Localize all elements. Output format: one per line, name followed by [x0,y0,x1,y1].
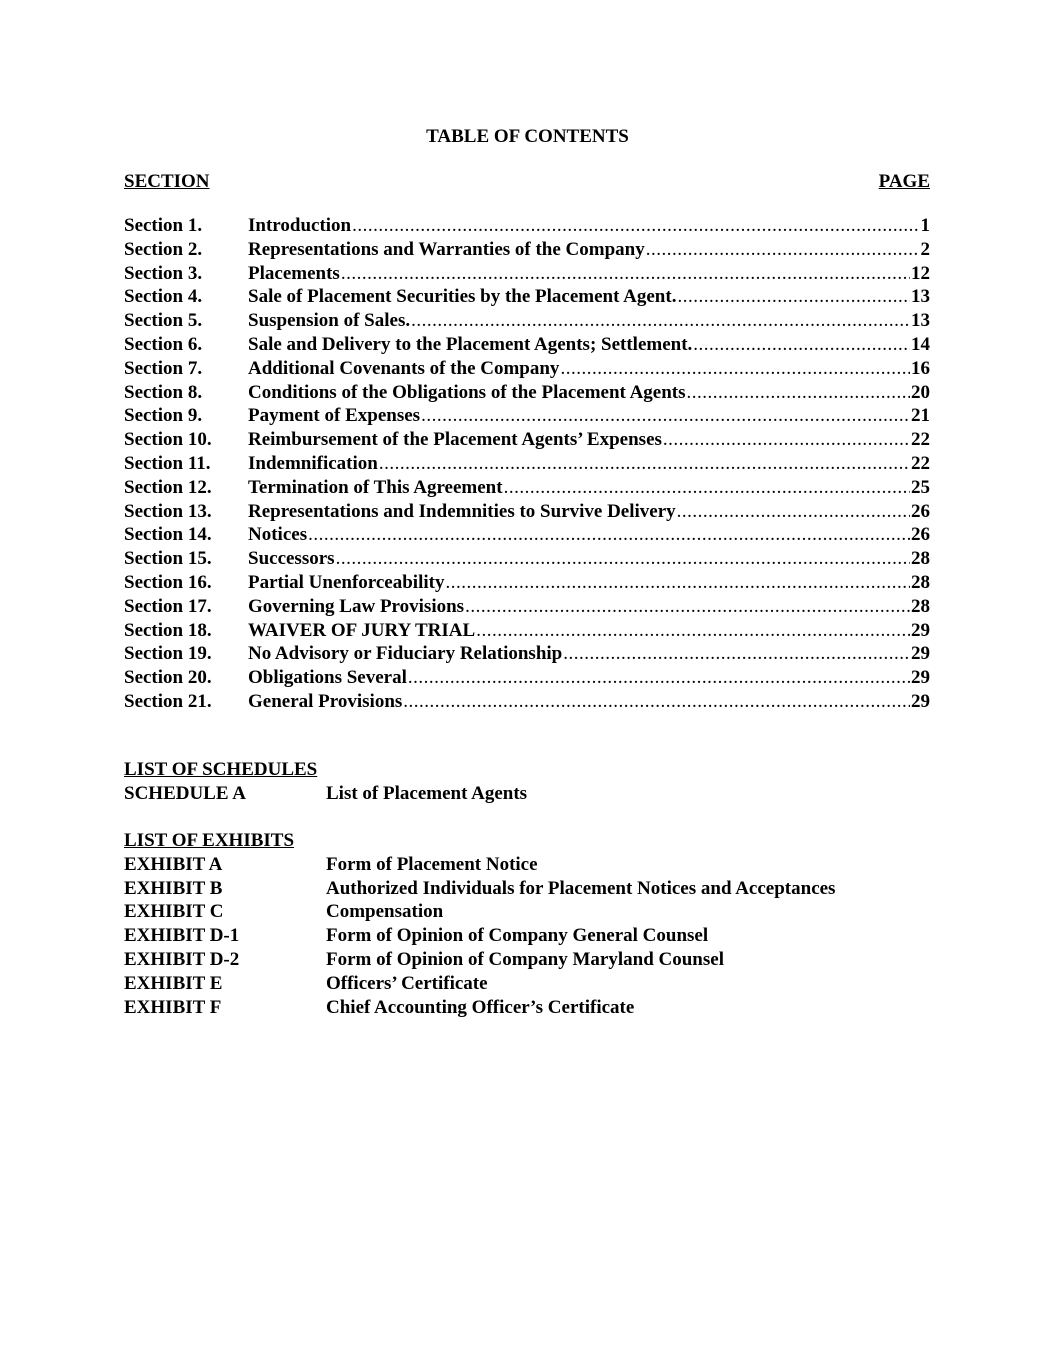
exhibit-row [124,924,930,948]
dot-leader [421,404,910,428]
toc-section-title: Introduction [248,215,352,236]
toc-page-number: 1 [920,215,930,236]
exhibit-row [124,900,930,924]
toc-entry [248,238,930,262]
toc-row [124,262,930,286]
schedule-description: List of Placement Agents [326,782,528,804]
toc-section-number: Section 4. [124,286,203,308]
toc-row [124,333,930,357]
toc-section-number: Section 14. [124,524,212,546]
toc-row [124,309,930,333]
toc-page-number: 25 [911,476,930,498]
toc-section-number: Section 18. [124,619,212,641]
toc-entry [248,452,930,476]
dot-leader [465,595,910,619]
toc-entry [248,357,930,381]
exhibit-description: Form of Opinion of Company Maryland Counsel [326,948,724,970]
toc-entry [248,523,930,547]
toc-entry [248,642,930,666]
toc-page-number: 13 [911,286,930,308]
column-headers [124,170,930,194]
toc-section-number: Section 15. [124,548,212,570]
dot-leader [687,381,910,405]
toc-section-title: Notices [248,524,308,546]
toc-section-title: General Provisions [248,690,403,712]
toc-page-number: 20 [911,381,930,403]
exhibits-heading: LIST OF EXHIBITS [124,830,295,851]
toc-section-title: Conditions of the Obligations of the Placement Agents [248,381,686,403]
toc-section-title: Additional Covenants of the Company [248,357,560,379]
toc-section-number: Section 16. [124,571,212,593]
exhibits-list [124,829,930,1019]
toc-page-number: 14 [911,333,930,355]
toc-page-number: 29 [911,643,930,665]
toc-section-title: Reimbursement of the Placement Agents’ Expenses [248,429,662,451]
toc-section-title: Partial Unenforceability [248,571,445,593]
toc-section-title: No Advisory or Fiduciary Relationship [248,643,563,665]
toc-section-number: Section 5. [124,310,203,332]
toc-entry [248,428,930,452]
toc-page-number: 28 [911,548,930,570]
toc-row [124,666,930,690]
toc-section-number: Section 2. [124,238,203,260]
exhibit-description: Form of Placement Notice [326,853,538,875]
dot-leader [308,523,910,547]
toc-entry [248,404,930,428]
toc-row [124,523,930,547]
exhibit-description: Form of Opinion of Company General Counsel [326,925,709,947]
toc-page-number: 26 [911,524,930,546]
toc-list [124,214,930,714]
toc-page-number: 21 [911,405,930,427]
dot-leader [445,571,910,595]
toc-page-number: 22 [911,452,930,474]
toc-section-title: Governing Law Provisions [248,595,465,617]
toc-row [124,500,930,524]
toc-row [124,690,930,714]
toc-page-number: 12 [911,262,930,284]
toc-section-title: Payment of Expenses [248,405,421,427]
toc-page-number: 22 [911,429,930,451]
toc-section-number: Section 12. [124,476,212,498]
toc-page-number: 28 [911,571,930,593]
section-column-header: SECTION [124,171,210,192]
toc-section-title: Sale and Delivery to the Placement Agents; Settlement. [248,333,693,355]
exhibit-description: Compensation [326,901,444,923]
toc-row [124,642,930,666]
toc-section-title: Obligations Several [248,667,407,689]
dot-leader [677,285,910,309]
toc-section-number: Section 8. [124,381,203,403]
exhibit-row [124,853,930,877]
toc-row [124,595,930,619]
toc-section-number: Section 13. [124,500,212,522]
exhibit-row [124,972,930,996]
toc-row [124,476,930,500]
toc-entry [248,690,930,714]
exhibit-label: EXHIBIT D-1 [124,925,240,947]
toc-entry [248,214,930,238]
toc-section-title: Suspension of Sales. [248,310,411,332]
toc-section-title: Termination of This Agreement [248,476,503,498]
toc-section-title: Representations and Warranties of the Company [248,238,645,260]
dot-leader [663,428,910,452]
toc-section-number: Section 10. [124,429,212,451]
toc-entry [248,619,930,643]
toc-entry [248,309,930,333]
toc-row [124,238,930,262]
page-title: TABLE OF CONTENTS [426,126,629,147]
exhibit-label: EXHIBIT A [124,853,223,875]
exhibit-label: EXHIBIT E [124,972,223,994]
dot-leader [693,333,910,357]
toc-entry [248,333,930,357]
page-column-header: PAGE [878,171,930,192]
toc-row [124,357,930,381]
dot-leader [563,642,910,666]
toc-entry [248,381,930,405]
toc-section-number: Section 6. [124,333,203,355]
toc-row [124,214,930,238]
toc-section-number: Section 19. [124,643,212,665]
toc-row [124,547,930,571]
dot-leader [403,690,910,714]
toc-page-number: 26 [911,500,930,522]
toc-row [124,452,930,476]
toc-section-title: Sale of Placement Securities by the Placement Agent. [248,286,677,308]
toc-section-number: Section 1. [124,215,203,236]
toc-entry [248,500,930,524]
toc-entry [248,666,930,690]
toc-row [124,619,930,643]
toc-section-title: Placements [248,262,340,284]
toc-section-number: Section 20. [124,667,212,689]
toc-page-number: 29 [911,619,930,641]
dot-leader [341,262,910,286]
dot-leader [411,309,910,333]
schedules-heading: LIST OF SCHEDULES [124,759,318,780]
toc-page-number: 2 [920,238,930,260]
toc-page-number: 16 [911,357,930,379]
exhibit-label: EXHIBIT B [124,877,223,899]
toc-section-number: Section 9. [124,405,203,427]
toc-entry [248,547,930,571]
toc-section-number: Section 3. [124,262,203,284]
dot-leader [408,666,910,690]
exhibit-label: EXHIBIT F [124,996,222,1018]
dot-leader [379,452,910,476]
dot-leader [336,547,910,571]
toc-section-title: WAIVER OF JURY TRIAL [248,619,476,641]
exhibit-row [124,877,930,901]
toc-page-number: 29 [911,667,930,689]
toc-section-number: Section 7. [124,357,203,379]
toc-section-title: Representations and Indemnities to Survive Delivery [248,500,676,522]
toc-row [124,381,930,405]
toc-section-number: Section 17. [124,595,212,617]
dot-leader [504,476,910,500]
toc-page-number: 29 [911,690,930,712]
toc-page-number: 28 [911,595,930,617]
toc-entry [248,476,930,500]
schedule-row [124,782,930,806]
exhibit-label: EXHIBIT C [124,901,224,923]
schedule-label: SCHEDULE A [124,782,246,804]
toc-entry [248,262,930,286]
toc-section-title: Successors [248,548,335,570]
exhibit-label: EXHIBIT D-2 [124,948,240,970]
dot-leader [677,500,910,524]
dot-leader [476,619,910,643]
toc-row [124,285,930,309]
exhibit-description: Officers’ Certificate [326,972,488,994]
schedules-list [124,758,930,806]
toc-section-title: Indemnification [248,452,378,474]
dot-leader [352,214,919,238]
dot-leader [646,238,920,262]
toc-row [124,428,930,452]
toc-entry [248,285,930,309]
exhibit-row [124,996,930,1020]
toc-section-number: Section 11. [124,452,211,474]
toc-page-number: 13 [911,310,930,332]
exhibit-description: Authorized Individuals for Placement Notices and Acceptances [326,877,836,899]
toc-entry [248,595,930,619]
exhibit-row [124,948,930,972]
toc-section-number: Section 21. [124,690,212,712]
dot-leader [560,357,910,381]
exhibit-description: Chief Accounting Officer’s Certificate [326,996,635,1018]
toc-row [124,571,930,595]
toc-entry [248,571,930,595]
toc-row [124,404,930,428]
